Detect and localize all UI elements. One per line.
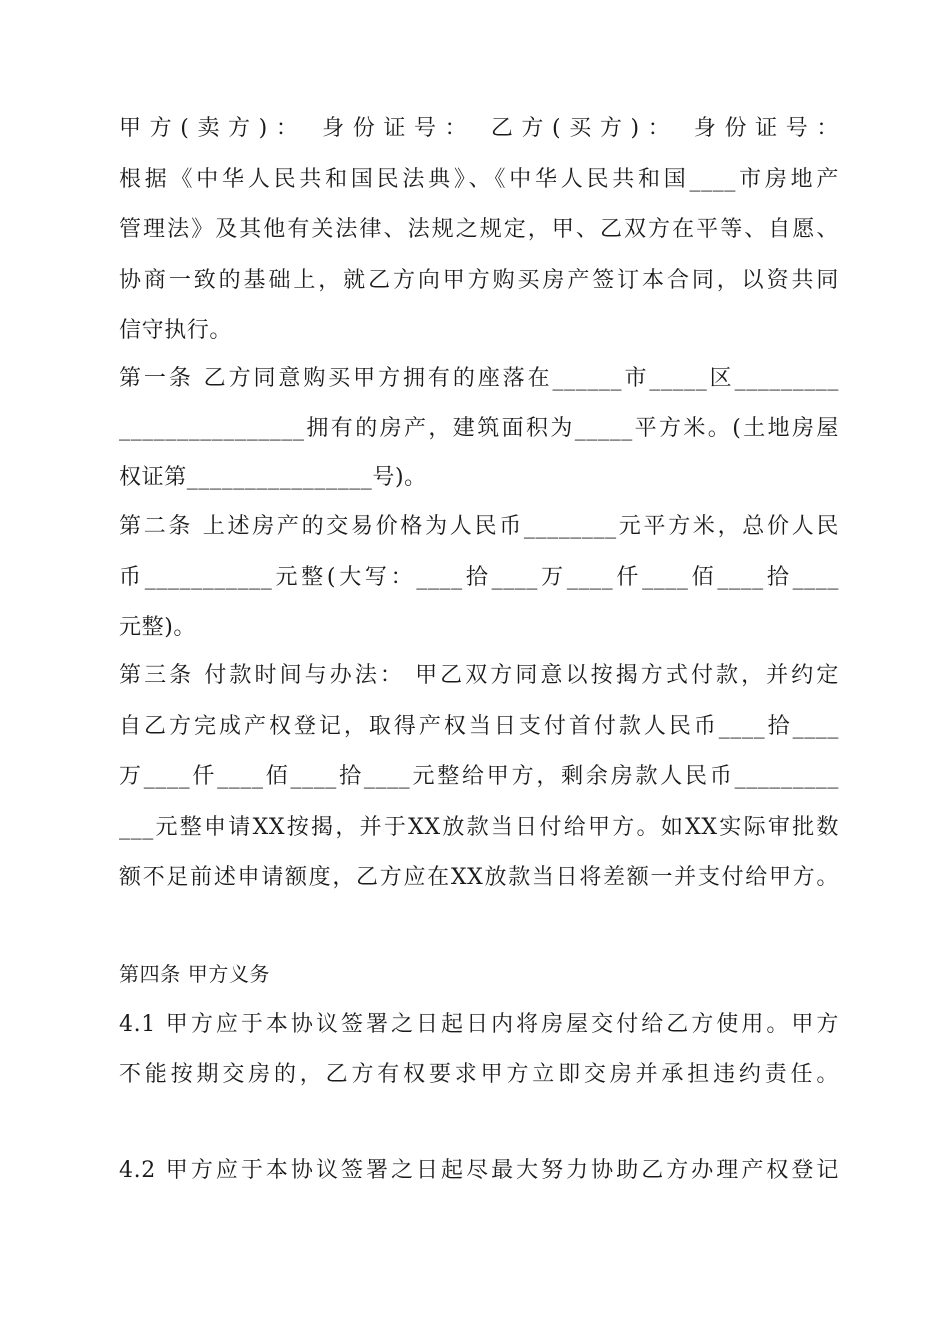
article-4-heading: 第四条 甲方义务: [119, 962, 271, 986]
article-3-line-3: 万____仟____佰____拾____元整给甲方，剩余房款人民币_________: [119, 764, 839, 789]
preamble-line-3: 协商一致的基础上，就乙方向甲方购买房产签订本合同，以资共同: [119, 268, 839, 293]
article-4-1-line-2: 不能按期交房的，乙方有权要求甲方立即交房并承担违约责任。: [119, 1062, 839, 1087]
article-3-line-2: 自乙方完成产权登记，取得产权当日支付首付款人民币____拾____: [119, 714, 839, 739]
article-4-2-line-1: 4.2 甲方应于本协议签署之日起尽最大努力协助乙方办理产权登记: [119, 1158, 839, 1183]
article-2-line-2: 币___________元整(大写：____拾____万____仟____佰____拾____: [119, 565, 839, 590]
article-1-line-2: ________________拥有的房产，建筑面积为_____平方米。(土地房屋: [119, 416, 839, 441]
preamble-line-4: 信守执行。: [119, 318, 233, 343]
article-2-line-3: 元整)。: [119, 615, 196, 640]
article-2-line-1: 第二条 上述房产的交易价格为人民币________元平方米，总价人民: [119, 514, 839, 539]
article-4-1-line-1: 4.1 甲方应于本协议签署之日起日内将房屋交付给乙方使用。甲方: [119, 1012, 839, 1037]
preamble-line-2: 管理法》及其他有关法律、法规之规定，甲、乙双方在平等、自愿、: [119, 217, 839, 242]
article-3-line-5: 额不足前述申请额度，乙方应在XX放款当日将差额一并支付给甲方。: [119, 865, 839, 890]
party-info-line: 甲方(卖方)： 身份证号： 乙方(买方)： 身份证号：: [119, 116, 839, 141]
article-3-line-1: 第三条 付款时间与办法： 甲乙双方同意以按揭方式付款，并约定: [119, 663, 839, 688]
article-3-line-4: ___元整申请XX按揭，并于XX放款当日付给甲方。如XX实际审批数: [119, 815, 839, 840]
article-1-line-1: 第一条 乙方同意购买甲方拥有的座落在______市_____区_________: [119, 366, 839, 391]
preamble-line-1: 根据《中华人民共和国民法典》、《中华人民共和国____市房地产: [119, 167, 839, 192]
article-1-line-3: 权证第________________号)。: [119, 465, 427, 490]
